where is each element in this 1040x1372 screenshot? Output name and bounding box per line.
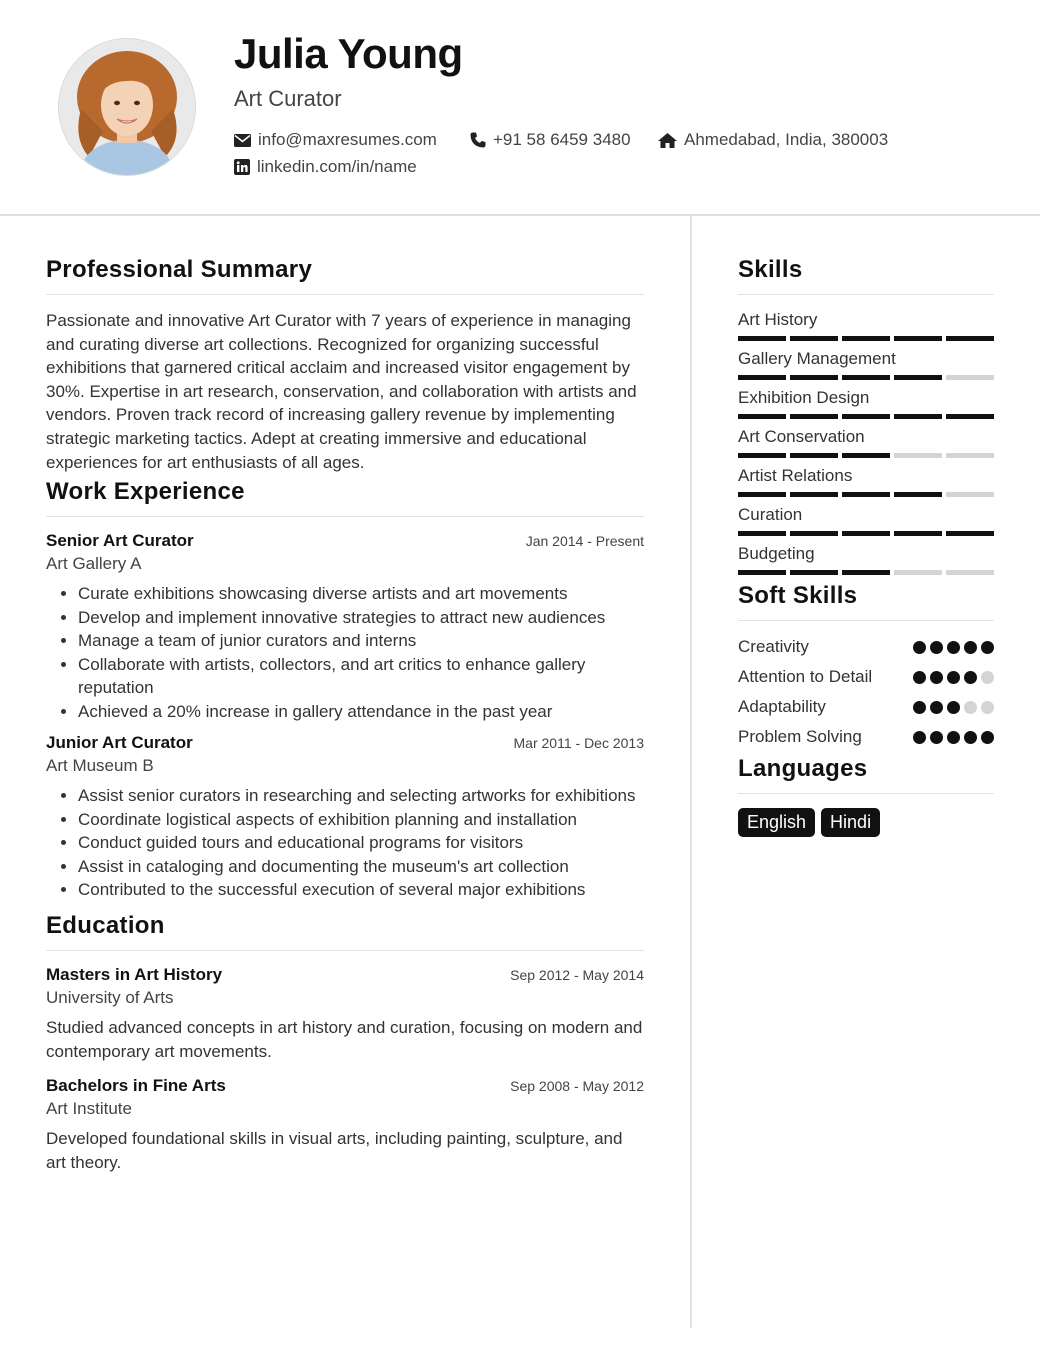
degree: Masters in Art History — [46, 964, 223, 984]
skill-level-segment — [894, 492, 942, 497]
candidate-title: Art Curator — [234, 86, 342, 111]
skill-level-segment — [946, 531, 994, 536]
skill-level-segment — [738, 492, 786, 497]
experience-list — [46, 531, 644, 902]
skill-level-segment — [946, 570, 994, 575]
education-header — [46, 1076, 644, 1096]
education-description: Studied advanced concepts in art history and curation, focusing on modern and contemporary art movements. — [46, 1017, 643, 1061]
soft-skill-item — [738, 635, 994, 659]
linkedin-icon — [234, 159, 250, 175]
skill-level-segment — [842, 453, 890, 458]
languages-heading: Languages — [738, 755, 994, 794]
skill-level-segment — [842, 336, 890, 341]
contact-linkedin[interactable] — [234, 157, 417, 177]
skill-level-segment — [738, 453, 786, 458]
skill-level-segment — [946, 375, 994, 380]
soft-skill-name: Problem Solving — [738, 727, 862, 746]
rating-dot — [947, 641, 960, 654]
skill-level-segment — [842, 492, 890, 497]
rating-dot — [981, 731, 994, 744]
skill-level-segment — [894, 375, 942, 380]
skills-heading: Skills — [738, 256, 994, 295]
summary-heading: Professional Summary — [46, 256, 644, 295]
rating-dot — [930, 701, 943, 714]
job-organization: Art Gallery A — [46, 554, 142, 574]
skill-level-segment — [738, 570, 786, 575]
skill-level-segment — [738, 336, 786, 341]
skill-name: Art Conservation — [738, 427, 865, 446]
profile-photo — [58, 38, 196, 176]
skill-name: Gallery Management — [738, 349, 896, 368]
languages-list — [738, 808, 994, 837]
rating-dot — [930, 671, 943, 684]
school: Art Institute — [46, 1098, 132, 1118]
column-divider — [690, 216, 692, 1328]
skill-level-segment — [842, 414, 890, 419]
job-bullets — [46, 582, 644, 723]
skill-level-segment — [894, 453, 942, 458]
language-badge: English — [738, 808, 815, 837]
skill-level-segment — [894, 414, 942, 419]
rating-dot — [981, 641, 994, 654]
location-text: Ahmedabad, India, 380003 — [684, 130, 889, 149]
job-dates: Jan 2014 - Present — [525, 533, 644, 550]
skill-level-bar — [738, 531, 994, 536]
skill-name: Curation — [738, 505, 803, 524]
bullet-item: • Conduct guided tours and educational programs for visitors — [78, 831, 644, 855]
skill-level-segment — [894, 570, 942, 575]
rating-dot — [981, 701, 994, 714]
skill-level-segment — [790, 570, 838, 575]
education-header — [46, 965, 644, 985]
education-entry — [46, 965, 644, 1064]
skill-name: Art History — [738, 310, 818, 329]
home-icon — [658, 133, 677, 148]
bullet-item: • Coordinate logistical aspects of exhibition planning and installation — [78, 808, 644, 832]
soft-skill-rating — [913, 731, 994, 744]
bullet-item: • Curate exhibitions showcasing diverse artists and art movements — [78, 582, 644, 606]
school: University of Arts — [46, 987, 174, 1007]
skill-level-segment — [894, 336, 942, 341]
job-dates: Mar 2011 - Dec 2013 — [513, 735, 644, 752]
bullet-item: • Contributed to the successful execution of several major exhibitions — [78, 878, 644, 902]
skills-list — [738, 309, 994, 575]
education-dates: Sep 2008 - May 2012 — [510, 1077, 644, 1094]
skill-item — [738, 504, 994, 536]
soft-skills-list — [738, 635, 994, 749]
phone-icon — [470, 132, 486, 148]
skill-level-segment — [946, 453, 994, 458]
job-title: Junior Art Curator — [46, 733, 193, 753]
rating-dot — [913, 731, 926, 744]
skill-name: Artist Relations — [738, 466, 853, 485]
rating-dot — [913, 641, 926, 654]
experience-heading: Work Experience — [46, 478, 644, 517]
soft-skills-heading: Soft Skills — [738, 582, 994, 621]
education-heading: Education — [46, 912, 644, 951]
bullet-item: • Develop and implement innovative strategies to attract new audiences — [78, 606, 644, 630]
education-entry — [46, 1076, 644, 1175]
linkedin-text: linkedin.com/in/name — [257, 157, 417, 176]
rating-dot — [964, 671, 977, 684]
soft-skill-name: Adaptability — [738, 697, 826, 716]
skill-item — [738, 348, 994, 380]
education-description: Developed foundational skills in visual arts, including painting, sculpture, and art theory. — [46, 1128, 623, 1172]
summary-text: Passionate and innovative Art Curator with 7 years of experience in managing and curating diverse art collections. Recognized for organizing successful exhibitions that garnered critical acclaim and increased visitor engagement by 30%. Expertise in art research, conservation, and collaboration with artists and vendors. Proven track record of increasing gallery revenue by implementing strategic marketing tactics. Adept at creating immersive and educational experiences for art enthusiasts of all ages. — [46, 311, 637, 472]
contact-location — [658, 130, 888, 150]
education-dates: Sep 2012 - May 2014 — [510, 966, 644, 983]
job-entry — [46, 531, 644, 723]
job-entry — [46, 733, 644, 902]
skill-level-segment — [790, 453, 838, 458]
skill-level-bar — [738, 414, 994, 419]
rating-dot — [930, 731, 943, 744]
skill-level-segment — [842, 570, 890, 575]
degree: Bachelors in Fine Arts — [46, 1075, 226, 1095]
skill-item — [738, 309, 994, 341]
rating-dot — [964, 731, 977, 744]
skill-item — [738, 465, 994, 497]
rating-dot — [964, 701, 977, 714]
rating-dot — [913, 701, 926, 714]
skill-name: Budgeting — [738, 544, 815, 563]
skill-level-segment — [790, 531, 838, 536]
avatar — [59, 39, 195, 175]
skill-name: Exhibition Design — [738, 388, 870, 407]
skill-level-segment — [946, 414, 994, 419]
soft-skill-rating — [913, 671, 994, 684]
soft-skill-rating — [913, 641, 994, 654]
rating-dot — [930, 641, 943, 654]
skill-level-segment — [738, 531, 786, 536]
bullet-item: • Assist senior curators in researching and selecting artworks for exhibitions — [78, 784, 644, 808]
soft-skill-item — [738, 665, 994, 689]
education-list — [46, 965, 644, 1175]
skill-level-bar — [738, 375, 994, 380]
language-badge: Hindi — [821, 808, 880, 837]
contact-email[interactable] — [234, 130, 437, 150]
contact-phone[interactable] — [470, 130, 631, 150]
job-header — [46, 733, 644, 753]
skill-level-segment — [946, 336, 994, 341]
soft-skill-item — [738, 725, 994, 749]
job-title: Senior Art Curator — [46, 531, 194, 551]
skill-level-segment — [790, 336, 838, 341]
job-organization: Art Museum B — [46, 756, 154, 776]
skill-level-segment — [842, 375, 890, 380]
skill-level-bar — [738, 453, 994, 458]
skill-item — [738, 387, 994, 419]
rating-dot — [947, 671, 960, 684]
skill-level-bar — [738, 336, 994, 341]
soft-skill-name: Attention to Detail — [738, 667, 873, 686]
bullet-item: • Achieved a 20% increase in gallery attendance in the past year — [78, 700, 644, 724]
rating-dot — [947, 701, 960, 714]
resume-header — [0, 0, 1040, 216]
skill-level-segment — [842, 531, 890, 536]
phone-text: +91 58 6459 3480 — [493, 130, 631, 149]
skill-level-segment — [946, 492, 994, 497]
skill-level-bar — [738, 570, 994, 575]
job-bullets — [46, 784, 644, 902]
rating-dot — [947, 731, 960, 744]
envelope-icon — [234, 134, 251, 147]
soft-skill-rating — [913, 701, 994, 714]
skill-level-segment — [894, 531, 942, 536]
bullet-item: • Assist in cataloging and documenting the museum's art collection — [78, 855, 644, 879]
skill-level-segment — [738, 414, 786, 419]
bullet-item: • Collaborate with artists, collectors, and art critics to enhance gallery reputation — [78, 653, 644, 700]
skill-level-segment — [790, 414, 838, 419]
job-header — [46, 531, 644, 551]
skill-level-bar — [738, 492, 994, 497]
candidate-name: Julia Young — [234, 30, 463, 77]
bullet-item: • Manage a team of junior curators and interns — [78, 629, 644, 653]
main-column — [46, 256, 644, 1187]
rating-dot — [913, 671, 926, 684]
skill-level-segment — [738, 375, 786, 380]
side-column — [738, 256, 994, 837]
rating-dot — [981, 671, 994, 684]
email-text: info@maxresumes.com — [258, 130, 437, 149]
skill-item — [738, 543, 994, 575]
skill-item — [738, 426, 994, 458]
soft-skill-name: Creativity — [738, 637, 809, 656]
soft-skill-item — [738, 695, 994, 719]
skill-level-segment — [790, 375, 838, 380]
rating-dot — [964, 641, 977, 654]
skill-level-segment — [790, 492, 838, 497]
